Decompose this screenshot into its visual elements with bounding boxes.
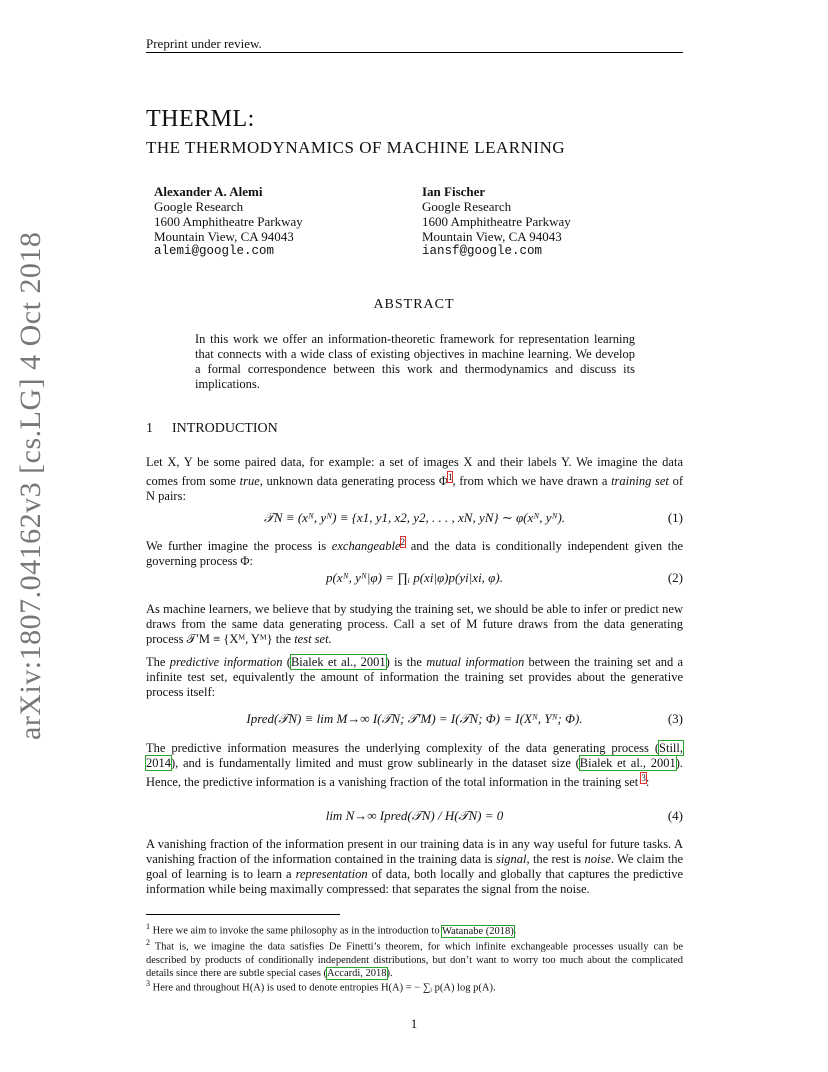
paragraph-3: As machine learners, we believe that by studying the training set, we should be able to infer or predict new draws from the same data generating process. Call a set of M future draws from the data generating process 𝒯′M ≡ {Xᴹ, Yᴹ} the test set. <box>146 602 683 646</box>
equation-number: (3) <box>667 711 683 726</box>
paragraph-2: We further imagine the process is exchangeable$^2$ and the data is conditionally independent given the governing process Φ: <box>146 537 684 569</box>
paper-subtitle: THE THERMODYNAMICS OF MACHINE LEARNING <box>146 138 566 157</box>
section-heading <box>146 421 278 437</box>
citation-link[interactable]: Bialek et al., 2001 <box>290 655 386 669</box>
footnote-ref-2[interactable]: 2 <box>400 537 406 547</box>
equation-4: lim N→∞ Ipred(𝒯N) / H(𝒯N) = 0 (4) <box>325 808 683 823</box>
section-title: INTRODUCTION <box>172 421 278 436</box>
header-rule <box>146 52 683 53</box>
author-affiliation: Google Research <box>422 199 512 214</box>
paragraph-4: The predictive information (Bialek et al., 2001) is the mutual information between the training set and a infinite test set, equivalently the amount of information the training set provides about the generative process itself: <box>146 655 684 699</box>
author-affiliation: Google Research <box>154 199 244 214</box>
equation-3: Ipred(𝒯N) ≡ lim M→∞ I(𝒯N; 𝒯′M) = I(𝒯N; Φ) = I(Xᴺ, Yᴺ; Φ). (3) <box>246 711 683 726</box>
author-email: alemi@google.com <box>154 244 275 258</box>
equation-number: (2) <box>667 570 683 585</box>
footnote-1: $^1$ Here we aim to invoke the same philosophy as in the introduction to Watanabe (2018). <box>146 922 517 937</box>
abstract-text: In this work we offer an information-theoretic framework for representation learning that connects with a wide class of existing objectives in machine learning. We develop a formal correspondence between this work and thermodynamics and discuss its implications. <box>195 332 635 391</box>
citation-link[interactable]: Accardi, 2018 <box>327 967 387 979</box>
citation-link[interactable]: Still, 2014 <box>146 741 683 770</box>
citation-link[interactable]: Watanabe (2018) <box>442 925 514 937</box>
page-number: 1 <box>410 1016 418 1031</box>
paragraph-5: The predictive information measures the underlying complexity of the data generating process (Still, 2014), and is fundamentally limited and must grow sublinearly in the dataset size (Bialek et al., 2001). Hence, the predictive information is a vanishing fraction of the total information in the training set $^3$: <box>146 741 684 790</box>
author-name: Ian Fischer <box>422 184 486 199</box>
citation-link[interactable]: Bialek et al., 2001 <box>579 756 676 770</box>
author-email: iansf@google.com <box>422 244 543 258</box>
author-name: Alexander A. Alemi <box>154 184 263 199</box>
equation-number: (1) <box>667 510 683 525</box>
footnote-2: $^2$ That is, we imagine the data satisfies De Finetti’s theorem, for which infinite exchangeable processes usually can be described by products of conditionally independent distributions, but don’t want to worry too much about the complicated details since there are subtle special cases (Accardi, 2018). <box>146 938 683 979</box>
author-address: 1600 Amphitheatre Parkway <box>422 214 571 229</box>
paragraph-6: A vanishing fraction of the information present in our training data is in any way useful for future tasks. A vanishing fraction of the information contained in the training data is signal, the rest is noise. We claim the goal of learning is to learn a representation of data, both locally and globally that captures the predictive information while being maximally compressed: that separates the signal from the noise. <box>146 837 684 896</box>
footnote-ref-1[interactable]: 1 <box>447 472 453 482</box>
arxiv-stamp: arXiv:1807.04162v3 [cs.LG] 4 Oct 2018 <box>14 231 47 740</box>
paper-title: THERML: <box>146 106 255 132</box>
author-address: 1600 Amphitheatre Parkway <box>154 214 303 229</box>
author-address: Mountain View, CA 94043 <box>422 229 562 244</box>
equation-2: p(xᴺ, yᴺ|φ) = ∏ᵢ p(xi|φ)p(yi|xi, φ). (2) <box>326 570 683 585</box>
paragraph-1: Let X, Y be some paired data, for example: a set of images X and their labels Y. We imagine the data comes from some true, unknown data generating process Φ$^1$, from which we have drawn a training set of N pairs: <box>146 455 683 504</box>
running-header: Preprint under review. <box>146 36 262 51</box>
footnote-rule <box>146 914 340 915</box>
author-address: Mountain View, CA 94043 <box>154 229 294 244</box>
equation-number: (4) <box>667 808 683 823</box>
footnote-ref-3[interactable]: 3 <box>641 773 646 783</box>
section-number: 1 <box>146 421 153 436</box>
author-block-1 <box>154 184 303 259</box>
equation-1: 𝒯N ≡ (xᴺ, yᴺ) ≡ {x1, y1, x2, y2, . . . , xN, yN} ∼ φ(xᴺ, yᴺ). (1) <box>263 510 683 525</box>
abstract-heading: ABSTRACT <box>373 297 455 312</box>
author-block-2 <box>422 184 571 259</box>
footnote-3: $^3$ Here and throughout H(A) is used to denote entropies H(A) = − ∑ᵢ p(A) log p(A). <box>146 979 496 994</box>
